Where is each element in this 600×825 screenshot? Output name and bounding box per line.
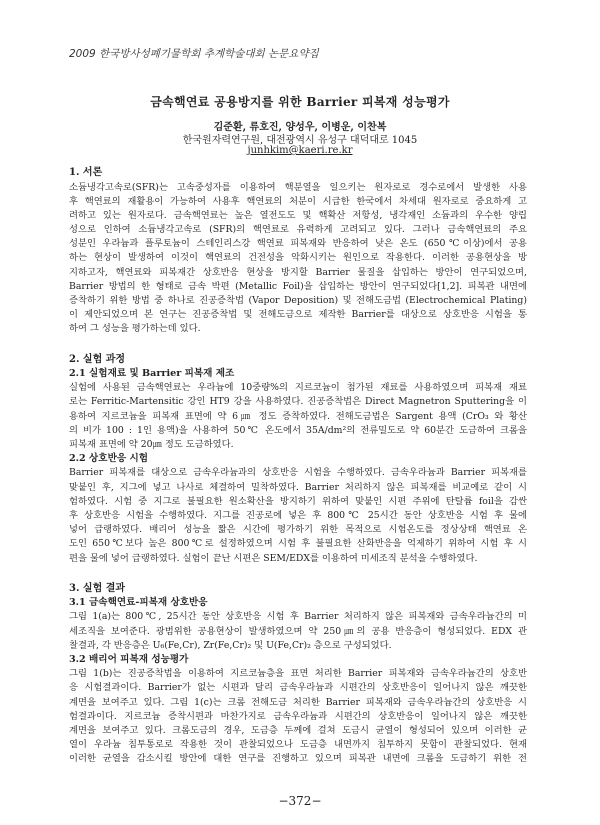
body-line: 계면을 보여주고 있다. 그림 1(c)는 크롬 전해도금 처리한 Barrier 피복재와 금속우라늄간의 상호반응 시	[69, 696, 527, 708]
affiliation: 한국원자력연구원, 대전광역시 유성구 대덕대로 1045	[182, 135, 418, 146]
subsection-heading: 2.1 실험재료 및 Barrier 피복재 제조	[69, 368, 235, 380]
running-header: 2009 한국방사성폐기물학회 추계학술대회 논문요약집	[69, 48, 319, 60]
author-email[interactable]: junhkim@kaeri.re.kr	[247, 145, 353, 156]
body-line: 로는 Ferritic-Martensitic 강인 HT9 강을 사용하였다. 진공증착법은 Direct Magnetron Sputtering을 이	[69, 396, 527, 408]
body-line: 세조직을 보여준다. 광범위한 공용현상이 발생하였으며 약 250㎛의 공용 반응층이 형성되었다. EDX 관	[69, 625, 527, 637]
body-line: 그림 1(b)는 진공증착법을 이용하여 지르코늄층을 표면 처리한 Barrier 피복재와 금속우라늄간의 상호반	[69, 668, 527, 680]
body-line: 하여 그 성능을 평가하는데 있다.	[69, 323, 201, 335]
subsection-body	[69, 610, 527, 653]
page-number: −372−	[278, 794, 322, 808]
section-heading: 1. 서론	[69, 167, 103, 178]
section-body	[69, 181, 527, 337]
body-line: 험하였다. 시험 중 지그로 불필요한 원소확산을 방지하기 위하여 맞붙인 시편 주위에 탄탈륨 foil을 감싼	[69, 495, 527, 507]
body-line: 찰결과, 각 반응층은 U₆(Fe,Cr), Zr(Fe,Cr)₂ 및 U(Fe,Cr)₂ 층으로 구성되었다.	[69, 639, 392, 651]
body-line: 맞붙인 후, 지그에 넣고 나사로 체결하여 밀착하였다. Barrier 처리하지 않은 피복재를 비교예로 같이 시	[69, 481, 527, 493]
body-line: 용하여 지르코늄을 피복재 표면에 약 6㎛ 정도 증착하였다. 전해도금법은 Sargent 용액 (CrO₃ 와 황산	[69, 410, 527, 422]
body-line: 후 핵연료의 재활용이 가능하여 사용후 핵연료의 처분이 시급한 한국에서 차세대 원자로로 중요하게 고	[69, 195, 527, 207]
body-line: 증착하기 위한 방법 중 하나로 진공증착법 (Vapor Deposition) 및 전해도금법 (Electrochemical Plating)	[69, 295, 527, 306]
section-heading: 2. 실험 과정	[69, 353, 126, 365]
body-line: 하는 현상이 발생하여 이것이 핵연료의 건전성을 악화시키는 원인으로 작용한다. 이러한 공용현상을 방	[69, 252, 527, 264]
body-line: 그림 1(a)는 800℃, 25시간 동안 상호반응 시험 후 Barrier 처리하지 않은 피복재와 금속우라늄간의 미	[69, 611, 527, 623]
body-line: 열이 우라늄 침투통로로 작용한 것이 관찰되었으나 도금층 내면까지 침투하지 못함이 관찰되었다. 현재	[69, 739, 527, 751]
subsection-body	[69, 466, 527, 565]
body-line: Barrier 피복재를 대상으로 금속우라늄과의 상호반응 시험을 수행하였다. 금속우라늄과 Barrier 피복재를	[69, 467, 527, 479]
body-line: 계면을 보여주고 있다. 크롬도금의 경우, 도금층 두께에 걸쳐 도금시 균열이 형성되어 있으며 이러한 균	[69, 724, 527, 736]
body-line: 피복재 표면에 약 20㎛ 정도 도금하였다.	[69, 439, 234, 450]
body-line: 이 제안되었으며 본 연구는 진공증착법 및 전해도금으로 제작한 Barrier를 대상으로 상호반응 시험을 통	[69, 309, 527, 321]
body-line: 실험에 사용된 금속핵연료는 우라늄에 10중량%의 지르코늄이 첨가된 재료를 사용하였으며 피복재 재료	[69, 382, 527, 394]
body-line: 험결과이다. 지르코늄 증착시편과 마찬가지로 금속우라늄과 시편간의 상호반응이 일어나지 않은 깨끗한	[69, 710, 527, 722]
subsection-body	[69, 667, 527, 766]
subsection-heading: 3.2 배리어 피복재 성능평가	[69, 653, 189, 665]
subsection-heading: 2.2 상호반응 시험	[69, 453, 148, 465]
paper-title: 금속핵연료 공용방지를 위한 Barrier 피복재 성능평가	[150, 95, 450, 109]
body-line: 지하고자, 핵연료와 피복재간 상호반응 현상을 방지할 Barrier 물질을 삽입하는 방안이 연구되었으며,	[69, 266, 527, 278]
body-line: 도인 650℃보다 높은 800℃로 설정하였으며 시험 후 불필요한 산화반응을 억제하기 위하여 시험 후 시	[69, 538, 527, 550]
body-line: 이러한 균열을 감소시킬 방안에 대한 연구를 진행하고 있으며 피복관 내면에 크롬을 도금하기 위한 전	[69, 753, 527, 765]
body-line: 후 상호반응 시험을 수행하였다. 지그를 진공로에 넣은 후 800℃ 25시간 동안 상호반응 시험 후 물에	[69, 509, 527, 521]
subsection-heading: 3.1 금속핵연료-피복재 상호반응	[69, 597, 208, 609]
body-line: 려하고 있는 원자로다. 금속핵연료는 높은 열전도도 및 핵확산 저항성, 냉각재인 소듐과의 우수한 양립	[69, 209, 527, 221]
body-line: Barrier 방법의 한 형태로 금속 박편 (Metallic Foil)을 삽입하는 방안이 연구되었다[1,2]. 피복관 내면에	[69, 280, 527, 292]
author-list: 김준환, 류호진, 양성우, 이병운, 이찬복	[213, 122, 387, 133]
body-line: 넣어 급랭하였다. 배리어 성능을 짧은 시간에 평가하기 위한 목적으로 시험온도를 정상상태 핵연료 온	[69, 524, 527, 536]
body-line: 응 시험결과이다. Barrier가 없는 시편과 달리 금속우라늄과 시편간의 상호반응이 일어나지 않은 깨끗한	[69, 682, 527, 694]
body-line: 소듐냉각고속로(SFR)는 고속중성자를 이용하여 핵분열을 일으키는 원자로로 경수로에서 발생한 사용	[69, 181, 527, 193]
body-line: 성으로 인하여 소듐냉각고속로 (SFR)의 핵연료로 유력하게 고려되고 있다. 그러나 금속핵연료의 주요	[69, 224, 527, 236]
subsection-body	[69, 381, 527, 452]
body-line: 성분인 우라늄과 플루토늄이 스테인리스강 핵연료 피복재와 반응하여 낮은 온도 (650℃이상)에서 공용	[69, 238, 527, 250]
section-heading: 3. 실험 결과	[69, 582, 126, 594]
body-line: 의 비가 100 : 1인 용액)을 사용하여 50℃ 온도에서 35A/dm²의 전류밀도로 약 60분간 도금하여 크롬을	[69, 424, 527, 436]
body-content	[69, 166, 527, 766]
body-line: 편을 물에 넣어 급랭하였다. 실험이 끝난 시편은 SEM/EDX를 이용하여 미세조직 분석을 수행하였다.	[69, 552, 478, 564]
